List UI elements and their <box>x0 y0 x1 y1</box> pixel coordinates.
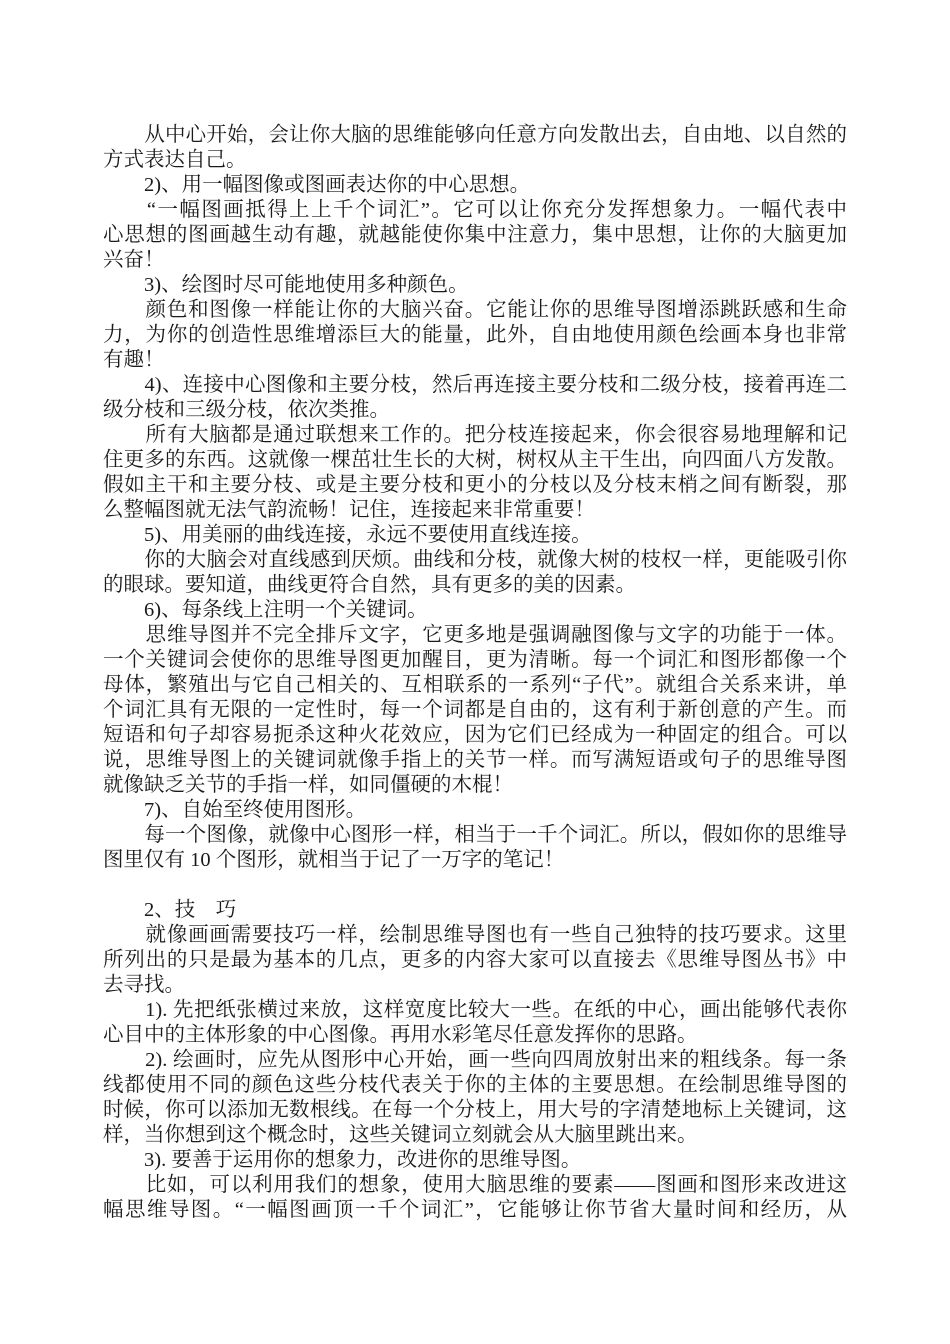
text-line: 你的大脑会对直线感到厌烦。曲线和分枝，就像大树的枝权一样，更能吸引你 <box>103 549 847 571</box>
text-line: 思维导图并不完全排斥文字，它更多地是强调融图像与文字的功能于一体。 <box>103 624 847 646</box>
text-line: 3). 要善于运用你的想象力，改进你的思维导图。 <box>103 1149 582 1171</box>
text-line: 个词汇具有无限的一定性时，每一个词都是自由的，这有利于新创意的产生。而 <box>103 699 847 721</box>
text-line: 心目中的主体形象的中心图像。再用水彩笔尽任意发挥你的思路。 <box>103 1024 698 1046</box>
text-line: 短语和句子却容易扼杀这种火花效应，因为它们已经成为一种固定的组合。可以 <box>103 724 847 746</box>
text-line: 有趣！ <box>103 349 165 371</box>
blank-line <box>103 873 847 898</box>
text-line: 6)、每条线上注明一个关键词。 <box>103 599 428 621</box>
text-line: 时候，你可以添加无数根线。在每一个分枝上，用大号的字清楚地标上关键词，这 <box>103 1099 847 1121</box>
text-line: 2)、用一幅图像或图画表达你的中心思想。 <box>103 174 531 196</box>
text-line: 一个关键词会使你的思维导图更加醒目，更为清晰。每一个词汇和图形都像一个 <box>103 649 847 671</box>
text-line: 5)、用美丽的曲线连接，永远不要使用直线连接。 <box>103 524 592 546</box>
text-line: 图里仅有 10 个图形，就相当于记了一万字的笔记！ <box>103 849 565 871</box>
text-line: 1). 先把纸张横过来放，这样宽度比较大一些。在纸的中心，画出能够代表你 <box>103 999 847 1021</box>
text-line: 级分枝和三级分枝，依次类推。 <box>103 399 390 421</box>
text-line: 么整幅图就无法气韵流畅！记住，连接起来非常重要！ <box>103 499 595 521</box>
text-line: 母体，繁殖出与它自己相关的、互相联系的一系列“子代”。就组合关系来讲，单 <box>103 674 847 696</box>
text-line: 2). 绘画时，应先从图形中心开始，画一些向四周放射出来的粗线条。每一条 <box>103 1049 847 1071</box>
text-line: 所列出的只是最为基本的几点，更多的内容大家可以直接去《思维导图丛书》中 <box>103 949 847 971</box>
text-line: 力，为你的创造性思维增添巨大的能量，此外，自由地使用颜色绘画本身也非常 <box>103 324 847 346</box>
text-line: “一幅图画抵得上上千个词汇”。它可以让你充分发挥想象力。一幅代表中 <box>103 199 847 221</box>
text-line: 心思想的图画越生动有趣，就越能使你集中注意力，集中思想，让你的大脑更加 <box>103 224 847 246</box>
text-line: 7)、自始至终使用图形。 <box>103 799 367 821</box>
text-line: 方式表达自己。 <box>103 149 247 171</box>
text-line: 说，思维导图上的关键词就像手指上的关节一样。而写满短语或句子的思维导图 <box>103 749 847 771</box>
text-line: 假如主干和主要分枝、或是主要分枝和更小的分枝以及分枝末梢之间有断裂，那 <box>103 474 847 496</box>
text-block <box>103 123 847 1223</box>
text-line: 所有大脑都是通过联想来工作的。把分枝连接起来，你会很容易地理解和记 <box>103 424 847 446</box>
text-line: 住更多的东西。这就像一棵茁壮生长的大树，树权从主干生出，向四面八方发散。 <box>103 449 847 471</box>
text-line: 样，当你想到这个概念时，这些关键词立刻就会从大脑里跳出来。 <box>103 1124 698 1146</box>
text-line: 去寻找。 <box>103 974 185 996</box>
text-line: 兴奋！ <box>103 249 165 271</box>
text-line: 线都使用不同的颜色这些分枝代表关于你的主体的主要思想。在绘制思维导图的 <box>103 1074 847 1096</box>
text-line: 每一个图像，就像中心图形一样，相当于一千个词汇。所以，假如你的思维导 <box>103 824 847 846</box>
text-line: 比如，可以利用我们的想象，使用大脑思维的要素——图画和图形来改进这 <box>103 1174 847 1196</box>
text-line: 4)、连接中心图像和主要分枝，然后再连接主要分枝和二级分枝，接着再连二 <box>103 374 847 396</box>
text-line: 3)、绘图时尽可能地使用多种颜色。 <box>103 274 469 296</box>
text-line: 的眼球。要知道，曲线更符合自然，具有更多的美的因素。 <box>103 574 636 596</box>
text-line: 就像缺乏关节的手指一样，如同僵硬的木棍！ <box>103 774 513 796</box>
text-line: 幅思维导图。“一幅图画顶一千个词汇”，它能够让你节省大量时间和经历，从 <box>103 1199 847 1221</box>
text-line: 2、技 巧 <box>103 899 237 921</box>
text-line: 就像画画需要技巧一样，绘制思维导图也有一些自己独特的技巧要求。这里 <box>103 924 847 946</box>
text-line: 颜色和图像一样能让你的大脑兴奋。它能让你的思维导图增添跳跃感和生命 <box>103 299 847 321</box>
text-line: 从中心开始，会让你大脑的思维能够向任意方向发散出去，自由地、以自然的 <box>103 124 847 146</box>
